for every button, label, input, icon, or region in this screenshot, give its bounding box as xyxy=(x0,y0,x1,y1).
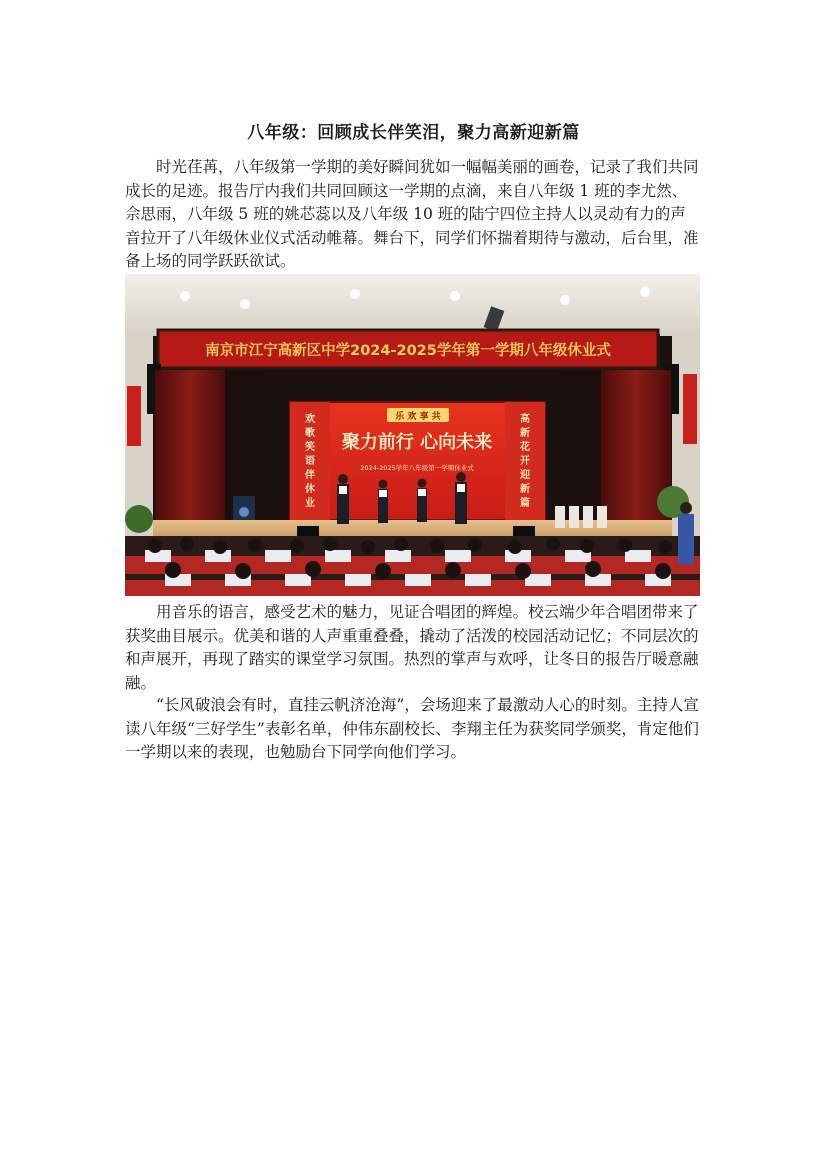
screen-right-couplet: 高新花开迎新篇 xyxy=(520,414,530,509)
screen-left-couplet: 欢歌笑语伴休业 xyxy=(305,414,315,509)
event-photo xyxy=(125,274,700,596)
stage-photo-illustration xyxy=(125,274,700,596)
banner-text: 南京市江宁高新区中学2024-2025学年第一学期八年级休业式 xyxy=(205,343,611,359)
article-title: 八年级：回顾成长伴笑泪，聚力高新迎新篇 xyxy=(247,123,580,143)
paragraph-awards: “长风破浪会有时，直挂云帆济沧海”，会场迎来了最激动人心的时刻。主持人宣读八年级“三好学生”表彰名单，仲伟东副校长、李翔主任为获奖同学颁奖，肯定他们一学期以来的表现，也勉励台下同学向他们学习。 xyxy=(125,696,699,762)
screen-main-text: 聚力前行 心向未来 xyxy=(341,432,493,453)
screen-top-text: 乐 欢 享 共 xyxy=(395,412,441,422)
paragraph-intro: 时光荏苒，八年级第一学期的美好瞬间犹如一幅幅美丽的画卷，记录了我们共同成长的足迹。报告厅内我们共同回顾这一学期的点滴，来自八年级 1 班的李尤然、佘思雨，八年级 5 班的姚芯蕊以及八年级 10 班的陆宁四位主持人以灵动有力的声音拉开了八年级休业仪式活动帷幕。舞台下，同学们怀揣着期待与激动，后台里，准备上场的同学跃跃欲试。 xyxy=(125,158,699,271)
screen-sub-text: 2024-2025学年八年级第一学期休业式 xyxy=(360,464,474,472)
paragraph-choir: 用音乐的语言，感受艺术的魅力，见证合唱团的辉煌。校云端少年合唱团带来了获奖曲目展示。优美和谐的人声重重叠叠，撬动了活泼的校园活动记忆；不同层次的和声展开，再现了踏实的课堂学习氛围。热烈的掌声与欢呼，让冬日的报告厅暖意融融。 xyxy=(125,603,699,692)
